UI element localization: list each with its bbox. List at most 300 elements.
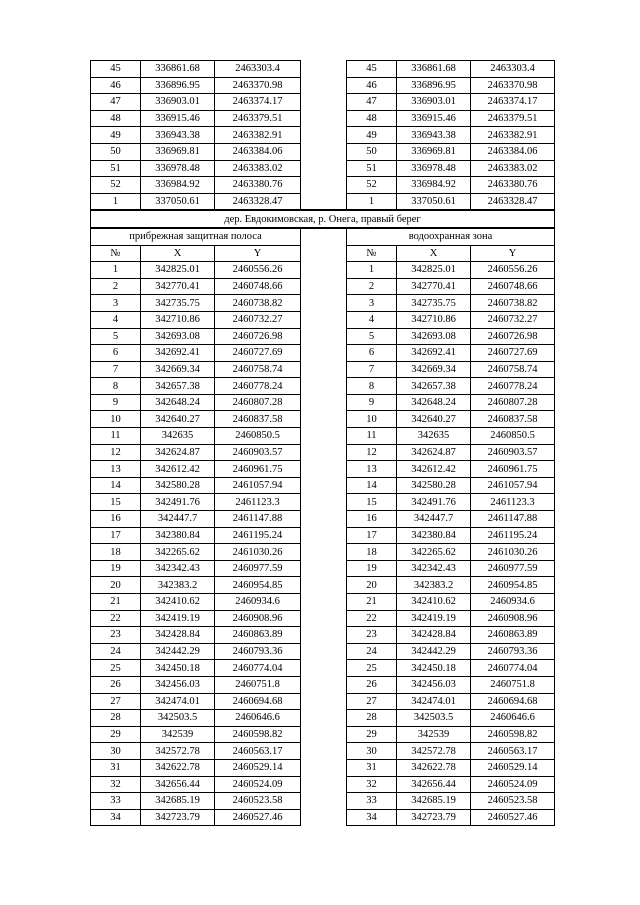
right-x-coordinate-cell: 342447.7 xyxy=(397,511,471,528)
table-row xyxy=(91,378,555,395)
left-x-coordinate-cell: 336915.46 xyxy=(141,110,215,127)
table-row xyxy=(91,143,555,160)
left-x-coordinate-cell: 342635 xyxy=(141,428,215,445)
right-x-coordinate-cell: 342692.41 xyxy=(397,345,471,362)
right-point-number-cell: 26 xyxy=(347,676,397,693)
left-x-coordinate-cell: 342450.18 xyxy=(141,660,215,677)
right-point-number-cell: 49 xyxy=(347,127,397,144)
right-x-coordinate-cell: 342693.08 xyxy=(397,328,471,345)
right-point-number-cell: 30 xyxy=(347,743,397,760)
right-x-coordinate-cell: 336915.46 xyxy=(397,110,471,127)
right-y-coordinate-cell: 2460934.6 xyxy=(471,594,555,611)
left-y-coordinate-cell: 2460646.6 xyxy=(215,710,301,727)
table-row xyxy=(91,726,555,743)
left-y-coordinate-cell: 2460529.14 xyxy=(215,759,301,776)
right-point-number-cell: 2 xyxy=(347,278,397,295)
right-y-coordinate-cell: 2460527.46 xyxy=(471,809,555,826)
left-y-coordinate-cell: 2460523.58 xyxy=(215,793,301,810)
right-y-coordinate-cell: 2460524.09 xyxy=(471,776,555,793)
left-x-coordinate-cell: 342710.86 xyxy=(141,311,215,328)
table-row xyxy=(91,411,555,428)
right-point-number-cell: 47 xyxy=(347,94,397,111)
left-point-number-cell: 48 xyxy=(91,110,141,127)
left-x-coordinate-cell: 342735.75 xyxy=(141,295,215,312)
left-x-coordinate-cell: 342770.41 xyxy=(141,278,215,295)
left-y-coordinate-cell: 2463328.47 xyxy=(215,193,301,210)
left-y-coordinate-cell: 2460837.58 xyxy=(215,411,301,428)
table-row xyxy=(91,710,555,727)
left-point-number-cell: 33 xyxy=(91,793,141,810)
left-x-coordinate-cell: 342456.03 xyxy=(141,676,215,693)
left-point-number-cell: 3 xyxy=(91,295,141,312)
left-y-coordinate-cell: 2463303.4 xyxy=(215,61,301,78)
left-point-number-cell: 47 xyxy=(91,94,141,111)
left-y-coordinate-cell: 2463384.06 xyxy=(215,143,301,160)
left-y-coordinate-cell: 2461030.26 xyxy=(215,544,301,561)
right-y-coordinate-cell: 2460807.28 xyxy=(471,394,555,411)
right-point-number-cell: 18 xyxy=(347,544,397,561)
left-x-coordinate-cell: 342656.44 xyxy=(141,776,215,793)
left-point-number-cell: 19 xyxy=(91,560,141,577)
left-x-coordinate-cell: 342265.62 xyxy=(141,544,215,561)
left-y-coordinate-cell: 2463370.98 xyxy=(215,77,301,94)
right-point-number-cell: 50 xyxy=(347,143,397,160)
left-y-coordinate-cell: 2460598.82 xyxy=(215,726,301,743)
table-row xyxy=(91,127,555,144)
left-point-number-cell: 17 xyxy=(91,527,141,544)
left-x-coordinate-cell: 342580.28 xyxy=(141,477,215,494)
right-x-coordinate-cell: 342450.18 xyxy=(397,660,471,677)
left-point-number-cell: 25 xyxy=(91,660,141,677)
right-point-number-cell: 52 xyxy=(347,177,397,194)
table-row xyxy=(91,461,555,478)
right-y-coordinate-cell: 2460837.58 xyxy=(471,411,555,428)
left-point-number-cell: 28 xyxy=(91,710,141,727)
table-row xyxy=(91,295,555,312)
left-point-number-cell: 31 xyxy=(91,759,141,776)
table-row xyxy=(91,610,555,627)
left-y-coordinate-cell: 2460758.74 xyxy=(215,361,301,378)
right-x-coordinate-cell: 342428.84 xyxy=(397,627,471,644)
left-y-coordinate-cell: 2461195.24 xyxy=(215,527,301,544)
left-point-number-cell: 34 xyxy=(91,809,141,826)
right-point-number-cell: 51 xyxy=(347,160,397,177)
left-x-coordinate-cell: 342539 xyxy=(141,726,215,743)
right-y-coordinate-cell: 2460954.85 xyxy=(471,577,555,594)
table-row xyxy=(91,110,555,127)
right-y-coordinate-cell: 2460748.66 xyxy=(471,278,555,295)
left-point-number-cell: 27 xyxy=(91,693,141,710)
table-row xyxy=(91,577,555,594)
left-x-coordinate-cell: 342342.43 xyxy=(141,560,215,577)
right-y-coordinate-cell: 2463379.51 xyxy=(471,110,555,127)
left-x-coordinate-cell: 342503.5 xyxy=(141,710,215,727)
table-row xyxy=(91,328,555,345)
right-x-coordinate-cell: 336984.92 xyxy=(397,177,471,194)
right-y-coordinate-cell: 2461057.94 xyxy=(471,477,555,494)
left-x-coordinate-cell: 342572.78 xyxy=(141,743,215,760)
right-point-number-cell: 16 xyxy=(347,511,397,528)
right-y-coordinate-cell: 2463374.17 xyxy=(471,94,555,111)
locality-title: дер. Евдокимовская, р. Онега, правый берег xyxy=(91,210,555,228)
left-y-coordinate-cell: 2463374.17 xyxy=(215,94,301,111)
left-point-number-cell: 26 xyxy=(91,676,141,693)
right-y-coordinate-cell: 2460850.5 xyxy=(471,428,555,445)
right-point-number-cell: 19 xyxy=(347,560,397,577)
left-point-number-cell: 16 xyxy=(91,511,141,528)
table-row xyxy=(91,262,555,279)
right-col-y-header: Y xyxy=(471,245,555,262)
right-point-number-cell: 14 xyxy=(347,477,397,494)
left-y-coordinate-cell: 2460524.09 xyxy=(215,776,301,793)
right-point-number-cell: 29 xyxy=(347,726,397,743)
right-point-number-cell: 7 xyxy=(347,361,397,378)
right-x-coordinate-cell: 342503.5 xyxy=(397,710,471,727)
right-x-coordinate-cell: 336943.38 xyxy=(397,127,471,144)
table-row xyxy=(91,660,555,677)
left-point-number-cell: 20 xyxy=(91,577,141,594)
left-y-coordinate-cell: 2460863.89 xyxy=(215,627,301,644)
left-y-coordinate-cell: 2460556.26 xyxy=(215,262,301,279)
right-point-number-cell: 8 xyxy=(347,378,397,395)
left-point-number-cell: 12 xyxy=(91,444,141,461)
right-y-coordinate-cell: 2461030.26 xyxy=(471,544,555,561)
left-y-coordinate-cell: 2461147.88 xyxy=(215,511,301,528)
right-y-coordinate-cell: 2463382.91 xyxy=(471,127,555,144)
right-x-coordinate-cell: 342648.24 xyxy=(397,394,471,411)
left-x-coordinate-cell: 342383.2 xyxy=(141,577,215,594)
right-y-coordinate-cell: 2460598.82 xyxy=(471,726,555,743)
left-y-coordinate-cell: 2460694.68 xyxy=(215,693,301,710)
right-x-coordinate-cell: 336861.68 xyxy=(397,61,471,78)
right-y-coordinate-cell: 2461195.24 xyxy=(471,527,555,544)
right-x-coordinate-cell: 342669.34 xyxy=(397,361,471,378)
right-x-coordinate-cell: 342624.87 xyxy=(397,444,471,461)
right-col-number-header: № xyxy=(347,245,397,262)
table-row xyxy=(91,444,555,461)
table-row xyxy=(91,345,555,362)
left-x-coordinate-cell: 336978.48 xyxy=(141,160,215,177)
right-point-number-cell: 22 xyxy=(347,610,397,627)
main-rows xyxy=(91,262,555,826)
right-y-coordinate-cell: 2460793.36 xyxy=(471,643,555,660)
right-x-coordinate-cell: 342539 xyxy=(397,726,471,743)
right-x-coordinate-cell: 342622.78 xyxy=(397,759,471,776)
right-x-coordinate-cell: 342383.2 xyxy=(397,577,471,594)
right-point-number-cell: 32 xyxy=(347,776,397,793)
right-x-coordinate-cell: 342419.19 xyxy=(397,610,471,627)
left-y-coordinate-cell: 2460977.59 xyxy=(215,560,301,577)
left-x-coordinate-cell: 342825.01 xyxy=(141,262,215,279)
right-x-coordinate-cell: 342612.42 xyxy=(397,461,471,478)
right-x-coordinate-cell: 342640.27 xyxy=(397,411,471,428)
left-x-coordinate-cell: 342612.42 xyxy=(141,461,215,478)
main-section xyxy=(91,210,555,261)
right-point-number-cell: 46 xyxy=(347,77,397,94)
right-x-coordinate-cell: 342580.28 xyxy=(397,477,471,494)
table-row xyxy=(91,361,555,378)
right-x-coordinate-cell: 342265.62 xyxy=(397,544,471,561)
left-y-coordinate-cell: 2460954.85 xyxy=(215,577,301,594)
right-x-coordinate-cell: 342770.41 xyxy=(397,278,471,295)
left-point-number-cell: 7 xyxy=(91,361,141,378)
right-y-coordinate-cell: 2463328.47 xyxy=(471,193,555,210)
right-y-coordinate-cell: 2460646.6 xyxy=(471,710,555,727)
left-y-coordinate-cell: 2463380.76 xyxy=(215,177,301,194)
right-y-coordinate-cell: 2463380.76 xyxy=(471,177,555,194)
left-point-number-cell: 6 xyxy=(91,345,141,362)
right-point-number-cell: 48 xyxy=(347,110,397,127)
right-x-coordinate-cell: 342685.19 xyxy=(397,793,471,810)
table-row xyxy=(91,809,555,826)
right-y-coordinate-cell: 2463383.02 xyxy=(471,160,555,177)
document-page xyxy=(90,60,554,826)
right-point-number-cell: 15 xyxy=(347,494,397,511)
left-y-coordinate-cell: 2463383.02 xyxy=(215,160,301,177)
left-y-coordinate-cell: 2463379.51 xyxy=(215,110,301,127)
table-row xyxy=(91,494,555,511)
table-row xyxy=(91,759,555,776)
left-y-coordinate-cell: 2463382.91 xyxy=(215,127,301,144)
table-row xyxy=(91,94,555,111)
right-point-number-cell: 24 xyxy=(347,643,397,660)
left-y-coordinate-cell: 2461123.3 xyxy=(215,494,301,511)
left-point-number-cell: 45 xyxy=(91,61,141,78)
left-x-coordinate-cell: 336943.38 xyxy=(141,127,215,144)
left-y-coordinate-cell: 2460778.24 xyxy=(215,378,301,395)
right-y-coordinate-cell: 2461147.88 xyxy=(471,511,555,528)
table-row xyxy=(91,428,555,445)
left-col-number-header: № xyxy=(91,245,141,262)
left-point-number-cell: 21 xyxy=(91,594,141,611)
left-x-coordinate-cell: 336903.01 xyxy=(141,94,215,111)
right-y-coordinate-cell: 2460903.57 xyxy=(471,444,555,461)
table-row xyxy=(91,776,555,793)
left-x-coordinate-cell: 337050.61 xyxy=(141,193,215,210)
right-point-number-cell: 4 xyxy=(347,311,397,328)
left-point-number-cell: 13 xyxy=(91,461,141,478)
table-row xyxy=(91,643,555,660)
right-point-number-cell: 21 xyxy=(347,594,397,611)
left-point-number-cell: 2 xyxy=(91,278,141,295)
left-x-coordinate-cell: 342657.38 xyxy=(141,378,215,395)
left-x-coordinate-cell: 342693.08 xyxy=(141,328,215,345)
table-row xyxy=(91,594,555,611)
left-point-number-cell: 32 xyxy=(91,776,141,793)
left-x-coordinate-cell: 336861.68 xyxy=(141,61,215,78)
right-point-number-cell: 34 xyxy=(347,809,397,826)
left-x-coordinate-cell: 336984.92 xyxy=(141,177,215,194)
right-x-coordinate-cell: 342825.01 xyxy=(397,262,471,279)
left-x-coordinate-cell: 342685.19 xyxy=(141,793,215,810)
table-row xyxy=(91,278,555,295)
right-y-coordinate-cell: 2460732.27 xyxy=(471,311,555,328)
left-point-number-cell: 1 xyxy=(91,262,141,279)
left-y-coordinate-cell: 2460738.82 xyxy=(215,295,301,312)
left-y-coordinate-cell: 2460726.98 xyxy=(215,328,301,345)
left-point-number-cell: 14 xyxy=(91,477,141,494)
right-x-coordinate-cell: 342456.03 xyxy=(397,676,471,693)
right-point-number-cell: 17 xyxy=(347,527,397,544)
left-point-number-cell: 46 xyxy=(91,77,141,94)
right-point-number-cell: 28 xyxy=(347,710,397,727)
right-y-coordinate-cell: 2460694.68 xyxy=(471,693,555,710)
left-x-coordinate-cell: 342648.24 xyxy=(141,394,215,411)
right-x-coordinate-cell: 342442.29 xyxy=(397,643,471,660)
left-x-coordinate-cell: 342474.01 xyxy=(141,693,215,710)
right-point-number-cell: 25 xyxy=(347,660,397,677)
left-point-number-cell: 51 xyxy=(91,160,141,177)
right-x-coordinate-cell: 342380.84 xyxy=(397,527,471,544)
left-x-coordinate-cell: 342624.87 xyxy=(141,444,215,461)
right-y-coordinate-cell: 2460523.58 xyxy=(471,793,555,810)
left-y-coordinate-cell: 2460850.5 xyxy=(215,428,301,445)
coordinates-table xyxy=(90,60,555,826)
right-y-coordinate-cell: 2460563.17 xyxy=(471,743,555,760)
left-x-coordinate-cell: 342723.79 xyxy=(141,809,215,826)
left-point-number-cell: 29 xyxy=(91,726,141,743)
right-x-coordinate-cell: 342735.75 xyxy=(397,295,471,312)
right-point-number-cell: 27 xyxy=(347,693,397,710)
left-x-coordinate-cell: 342640.27 xyxy=(141,411,215,428)
left-point-number-cell: 8 xyxy=(91,378,141,395)
right-x-coordinate-cell: 342474.01 xyxy=(397,693,471,710)
left-y-coordinate-cell: 2460748.66 xyxy=(215,278,301,295)
left-x-coordinate-cell: 342447.7 xyxy=(141,511,215,528)
table-row xyxy=(91,311,555,328)
left-point-number-cell: 9 xyxy=(91,394,141,411)
left-point-number-cell: 1 xyxy=(91,193,141,210)
right-y-coordinate-cell: 2463370.98 xyxy=(471,77,555,94)
right-y-coordinate-cell: 2460961.75 xyxy=(471,461,555,478)
left-x-coordinate-cell: 342410.62 xyxy=(141,594,215,611)
right-y-coordinate-cell: 2460778.24 xyxy=(471,378,555,395)
table-row xyxy=(91,793,555,810)
right-point-number-cell: 31 xyxy=(347,759,397,776)
right-x-coordinate-cell: 342491.76 xyxy=(397,494,471,511)
right-point-number-cell: 11 xyxy=(347,428,397,445)
right-y-coordinate-cell: 2460908.96 xyxy=(471,610,555,627)
left-y-coordinate-cell: 2460934.6 xyxy=(215,594,301,611)
table-row xyxy=(91,693,555,710)
left-y-coordinate-cell: 2460751.8 xyxy=(215,676,301,693)
left-y-coordinate-cell: 2460908.96 xyxy=(215,610,301,627)
left-x-coordinate-cell: 342419.19 xyxy=(141,610,215,627)
right-point-number-cell: 10 xyxy=(347,411,397,428)
left-y-coordinate-cell: 2460774.04 xyxy=(215,660,301,677)
right-point-number-cell: 12 xyxy=(347,444,397,461)
right-y-coordinate-cell: 2460529.14 xyxy=(471,759,555,776)
right-y-coordinate-cell: 2460751.8 xyxy=(471,676,555,693)
table-row xyxy=(91,676,555,693)
left-point-number-cell: 22 xyxy=(91,610,141,627)
right-y-coordinate-cell: 2460758.74 xyxy=(471,361,555,378)
right-x-coordinate-cell: 342410.62 xyxy=(397,594,471,611)
right-point-number-cell: 3 xyxy=(347,295,397,312)
right-x-coordinate-cell: 342657.38 xyxy=(397,378,471,395)
right-x-coordinate-cell: 342572.78 xyxy=(397,743,471,760)
left-x-coordinate-cell: 336969.81 xyxy=(141,143,215,160)
right-point-number-cell: 1 xyxy=(347,193,397,210)
right-zone-header: водоохранная зона xyxy=(347,228,555,245)
table-row xyxy=(91,627,555,644)
right-x-coordinate-cell: 342656.44 xyxy=(397,776,471,793)
left-x-coordinate-cell: 342692.41 xyxy=(141,345,215,362)
right-point-number-cell: 33 xyxy=(347,793,397,810)
table-row xyxy=(91,560,555,577)
table-row xyxy=(91,544,555,561)
left-point-number-cell: 4 xyxy=(91,311,141,328)
left-x-coordinate-cell: 342428.84 xyxy=(141,627,215,644)
right-point-number-cell: 23 xyxy=(347,627,397,644)
left-y-coordinate-cell: 2460563.17 xyxy=(215,743,301,760)
right-point-number-cell: 6 xyxy=(347,345,397,362)
right-y-coordinate-cell: 2463303.4 xyxy=(471,61,555,78)
right-x-coordinate-cell: 342723.79 xyxy=(397,809,471,826)
right-y-coordinate-cell: 2461123.3 xyxy=(471,494,555,511)
left-x-coordinate-cell: 342622.78 xyxy=(141,759,215,776)
right-x-coordinate-cell: 342635 xyxy=(397,428,471,445)
left-point-number-cell: 23 xyxy=(91,627,141,644)
left-point-number-cell: 30 xyxy=(91,743,141,760)
table-row xyxy=(91,177,555,194)
left-x-coordinate-cell: 342442.29 xyxy=(141,643,215,660)
right-x-coordinate-cell: 336969.81 xyxy=(397,143,471,160)
right-y-coordinate-cell: 2460774.04 xyxy=(471,660,555,677)
right-y-coordinate-cell: 2460556.26 xyxy=(471,262,555,279)
left-point-number-cell: 24 xyxy=(91,643,141,660)
right-col-x-header: X xyxy=(397,245,471,262)
table-row xyxy=(91,394,555,411)
right-y-coordinate-cell: 2460977.59 xyxy=(471,560,555,577)
table-row xyxy=(91,527,555,544)
left-y-coordinate-cell: 2461057.94 xyxy=(215,477,301,494)
left-point-number-cell: 11 xyxy=(91,428,141,445)
top-section xyxy=(91,61,555,211)
right-x-coordinate-cell: 336903.01 xyxy=(397,94,471,111)
right-point-number-cell: 13 xyxy=(347,461,397,478)
left-point-number-cell: 5 xyxy=(91,328,141,345)
right-x-coordinate-cell: 342710.86 xyxy=(397,311,471,328)
table-row xyxy=(91,160,555,177)
table-row xyxy=(91,477,555,494)
left-y-coordinate-cell: 2460903.57 xyxy=(215,444,301,461)
right-point-number-cell: 9 xyxy=(347,394,397,411)
left-y-coordinate-cell: 2460961.75 xyxy=(215,461,301,478)
right-point-number-cell: 45 xyxy=(347,61,397,78)
left-point-number-cell: 10 xyxy=(91,411,141,428)
right-x-coordinate-cell: 337050.61 xyxy=(397,193,471,210)
left-x-coordinate-cell: 336896.95 xyxy=(141,77,215,94)
table-row xyxy=(91,61,555,78)
right-y-coordinate-cell: 2460727.69 xyxy=(471,345,555,362)
left-point-number-cell: 18 xyxy=(91,544,141,561)
right-y-coordinate-cell: 2463384.06 xyxy=(471,143,555,160)
left-y-coordinate-cell: 2460793.36 xyxy=(215,643,301,660)
left-point-number-cell: 15 xyxy=(91,494,141,511)
left-col-y-header: Y xyxy=(215,245,301,262)
left-point-number-cell: 49 xyxy=(91,127,141,144)
right-point-number-cell: 20 xyxy=(347,577,397,594)
table-row xyxy=(91,77,555,94)
left-col-x-header: X xyxy=(141,245,215,262)
left-y-coordinate-cell: 2460527.46 xyxy=(215,809,301,826)
table-row xyxy=(91,511,555,528)
table-row xyxy=(91,743,555,760)
left-x-coordinate-cell: 342491.76 xyxy=(141,494,215,511)
table-row xyxy=(91,193,555,210)
left-x-coordinate-cell: 342380.84 xyxy=(141,527,215,544)
